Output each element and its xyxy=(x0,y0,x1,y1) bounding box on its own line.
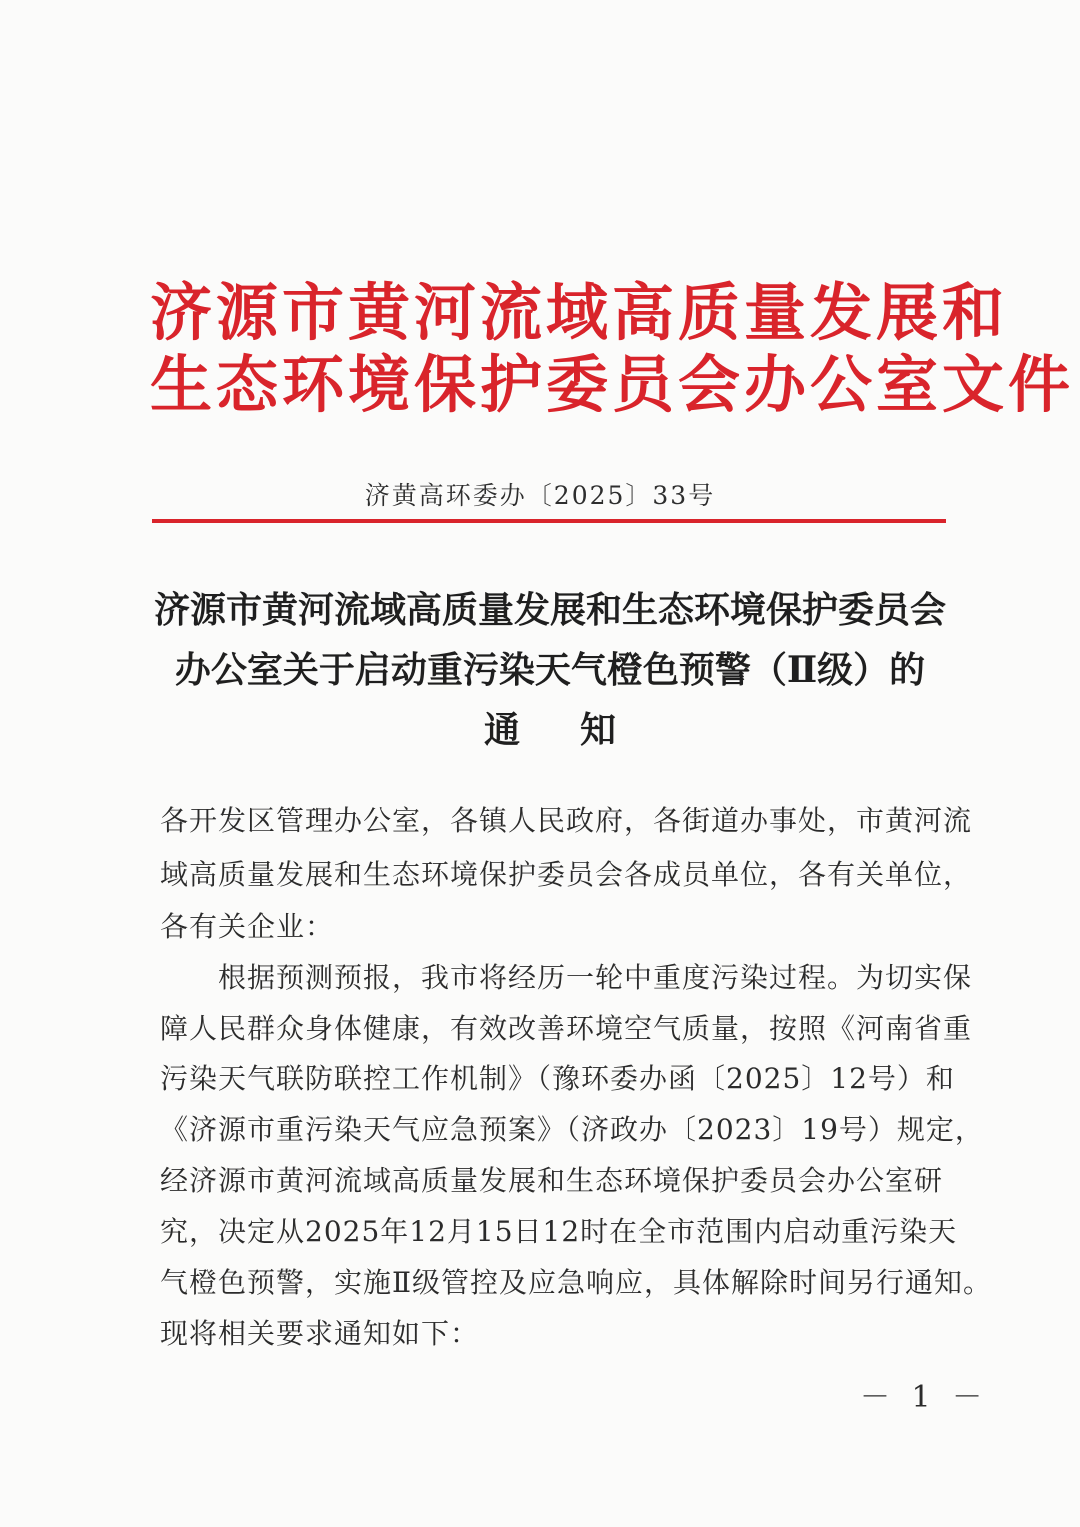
body-line: 《济源市重污染天气应急预案》（济政办〔2023〕19号）规定， xyxy=(160,1113,984,1146)
body-line: 各开发区管理办公室，各镇人民政府，各街道办事处，市黄河流 xyxy=(160,804,973,837)
body-line: 经济源市黄河流域高质量发展和生态环境保护委员会办公室研 xyxy=(160,1164,944,1197)
body-line: 域高质量发展和生态环境保护委员会各成员单位，各有关单位， xyxy=(160,858,973,891)
notice-title-line-3: 通知 xyxy=(483,709,676,751)
notice-title-line-2: 办公室关于启动重污染天气橙色预警（Ⅱ级）的 xyxy=(174,649,926,691)
red-separator-line xyxy=(152,519,946,523)
body-line: 根据预测预报，我市将经历一轮中重度污染过程。为切实保 xyxy=(160,961,973,994)
issuing-authority-header-line-1: 济源市黄河流域高质量发展和 xyxy=(150,276,1009,349)
document-number: 济黄高环委办〔2025〕33号 xyxy=(364,481,716,510)
body-line: 气橙色预警，实施Ⅱ级管控及应急响应，具体解除时间另行通知。 xyxy=(160,1266,993,1299)
notice-title-line-1: 济源市黄河流域高质量发展和生态环境保护委员会 xyxy=(153,589,946,631)
body-line: 究，决定从2025年12月15日12时在全市范围内启动重污染天 xyxy=(160,1215,958,1248)
body-line: 现将相关要求通知如下： xyxy=(160,1317,480,1350)
body-line: 污染天气联防联控工作机制》（豫环委办函〔2025〕12号）和 xyxy=(160,1062,955,1095)
page-number: － 1 － xyxy=(860,1380,989,1415)
body-line: 各有关企业： xyxy=(160,910,335,943)
body-line: 障人民群众身体健康，有效改善环境空气质量，按照《河南省重 xyxy=(160,1012,973,1045)
issuing-authority-header-line-2: 生态环境保护委员会办公室文件 xyxy=(150,348,1075,421)
